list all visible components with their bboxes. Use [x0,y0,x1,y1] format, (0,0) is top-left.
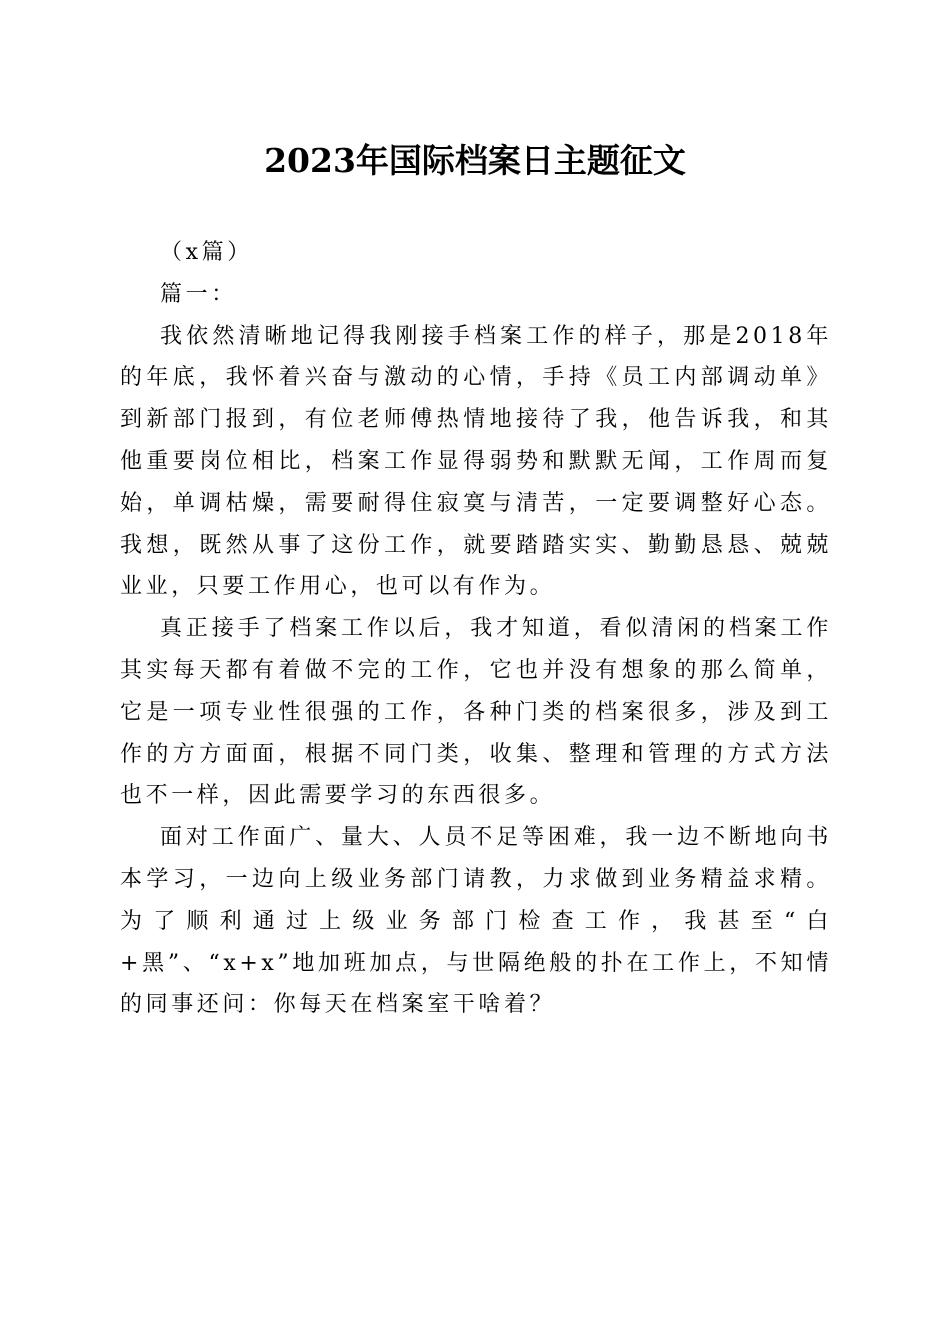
paragraph: 面对工作面广、量大、人员不足等困难，我一边不断地向书本学习，一边向上级业务部门请教，力求做到业务精益求精。为了顺利通过上级业务部门检查工作，我甚至“白+黑”、“x+x”地加班加点，与世隔绝般的扑在工作上，不知情的同事还问：你每天在档案室干啥着？ [120,825,832,1018]
section-label: 篇一： [160,281,237,307]
paragraph: 我依然清晰地记得我刚接手档案工作的样子，那是2018年的年底，我怀着兴奋与激动的心情，手持《员工内部调动单》到新部门报到，有位老师傅热情地接待了我，他告诉我，和其他重要岗位相比，档案工作显得弱势和默默无闻，工作周而复始，单调枯燥，需要耐得住寂寞与清苦，一定要调整好心态。我想，既然从事了这份工作，就要踏踏实实、勤勤恳恳、兢兢业业，只要工作用心，也可以有作为。 [120,323,832,600]
document-title: 2023年国际档案日主题征文 [264,141,686,180]
subtitle: （x篇） [160,240,253,265]
paragraph: 真正接手了档案工作以后，我才知道，看似清闲的档案工作其实每天都有着做不完的工作，它也并没有想象的那么简单，它是一项专业性很强的工作，各种门类的档案很多，涉及到工作的方方面面，根据不同门类，收集、整理和管理的方式方法也不一样，因此需要学习的东西很多。 [120,616,832,809]
document-body [120,232,832,1026]
